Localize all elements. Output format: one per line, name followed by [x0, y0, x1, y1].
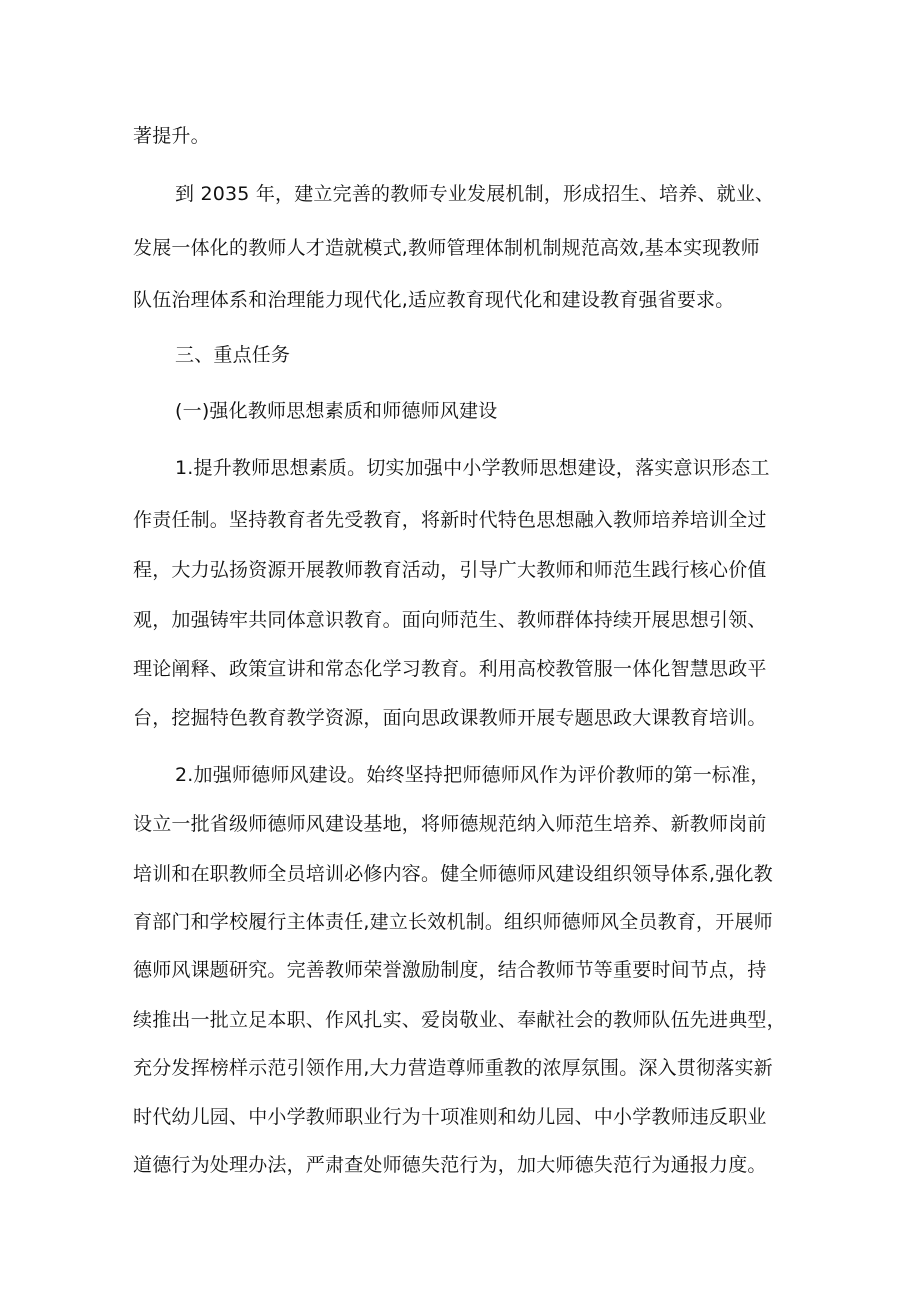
paragraph-line: 育部门和学校履行主体责任,建立长效机制。组织师德师风全员教育，开展师 [133, 911, 773, 933]
paragraph-line: 作责任制。坚持教育者先受教育，将新时代特色思想融入教师培养培训全过 [133, 509, 767, 531]
paragraph-line: 发展一体化的教师人才造就模式,教师管理体制机制规范高效,基本实现教师 [133, 237, 760, 259]
paragraph-line: 续推出一批立足本职、作风扎实、爱岗敬业、奉献社会的教师队伍先进典型， [133, 1009, 786, 1031]
subsection-heading: (一)强化教师思想素质和师德师风建设 [175, 400, 498, 422]
paragraph-line: 著提升。 [133, 125, 210, 147]
paragraph-line: 队伍治理体系和治理能力现代化,适应教育现代化和建设教育强省要求。 [133, 289, 735, 311]
section-heading: 三、重点任务 [175, 344, 291, 366]
paragraph-line: 2.加强师德师风建设。始终坚持把师德师风作为评价教师的第一标准， [175, 764, 770, 786]
paragraph-line: 培训和在职教师全员培训必修内容。健全师德师风建设组织领导体系,强化教 [133, 863, 773, 885]
paragraph-line: 台，挖掘特色教育教学资源，面向思政课教师开展专题思政大课教育培训。 [133, 707, 767, 729]
paragraph-line: 德师风课题研究。完善教师荣誉激励制度，结合教师节等重要时间节点，持 [133, 959, 767, 981]
paragraph-line: 1.提升教师思想素质。切实加强中小学教师思想建设，落实意识形态工 [175, 457, 770, 479]
paragraph-line: 到 2035 年，建立完善的教师专业发展机制，形成招生、培养、就业、 [175, 183, 775, 205]
paragraph-line: 理论阐释、政策宣讲和常态化学习教育。利用高校教管服一体化智慧思政平 [133, 658, 767, 680]
paragraph-line: 观，加强铸牢共同体意识教育。面向师范生、教师群体持续开展思想引领、 [133, 609, 767, 631]
paragraph-line: 充分发挥榜样示范引领作用,大力营造尊师重教的浓厚氛围。深入贯彻落实新 [133, 1057, 773, 1079]
paragraph-line: 时代幼儿园、中小学教师职业行为十项准则和幼儿园、中小学教师违反职业 [133, 1106, 767, 1128]
paragraph-line: 道德行为处理办法，严肃查处师德失范行为，加大师德失范行为通报力度。 [133, 1154, 767, 1176]
paragraph-line: 设立一批省级师德师风建设基地，将师德规范纳入师范生培养、新教师岗前 [133, 813, 767, 835]
paragraph-line: 程，大力弘扬资源开展教师教育活动，引导广大教师和师范生践行核心价值 [133, 559, 767, 581]
